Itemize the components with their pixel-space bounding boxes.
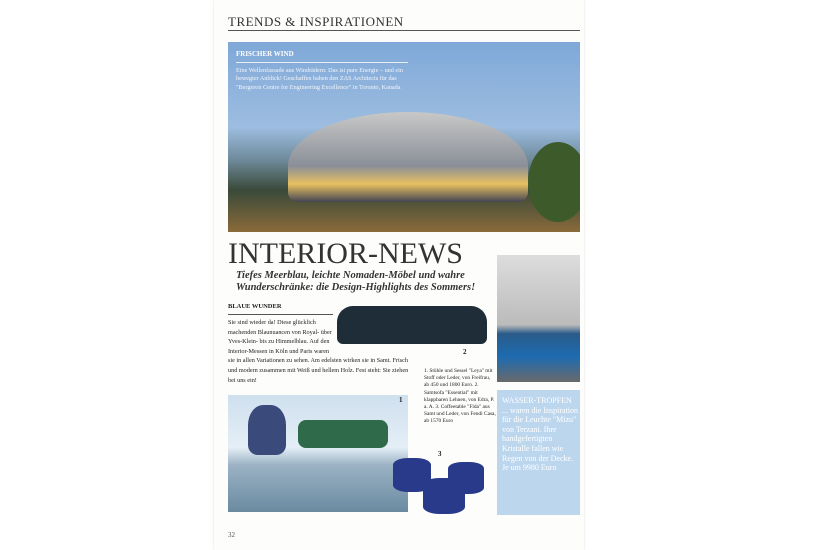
pool-lamp-photo [497, 255, 580, 382]
section-header: TRENDS & INSPIRATIONEN [228, 14, 404, 29]
divider [236, 62, 408, 63]
divider [228, 314, 333, 315]
tree [528, 142, 580, 222]
page-number: 32 [228, 531, 235, 539]
building-shape [288, 112, 528, 202]
section-heading: BLAUE WUNDER [228, 303, 282, 310]
sidebar-box [497, 390, 580, 515]
hero-kicker: FRISCHER WIND [236, 50, 294, 58]
hero-photo-building [228, 42, 580, 232]
chairs-group [298, 420, 388, 448]
sofa-wrap-space [334, 318, 416, 347]
hero-lead: Eine Wellenfassade aus Windrädern: Das ist pure Energie – und ein bewegter Anblick! Geschaffen haben den ZAS Architects für das "Bergeron Centre for Engineering Excellence" in Toronto, Kanada [236, 67, 403, 91]
photo-caption: 1. Stühle und Sessel "Leya" mit Stoff oder Leder, von Freifrau, ab 450 und 1800 Euro. 2. Samtsofa "Essential" mit klappbaren Lehnen, von Edra, P. a. A. 3. Coffeetable "Fida" aus Samt und Leder, von Fendi Casa, ab 1570 Euro [424, 368, 496, 425]
divider [228, 30, 580, 31]
photo-label-3: 3 [438, 450, 442, 458]
article-subtitle: Tiefes Meerblau, leichte Nomaden-Möbel und wahre Wunderschränke: die Design-Highlights des Sommers! [236, 270, 476, 293]
armchair [248, 405, 286, 455]
article-body: Sie sind wieder da! Diese glücklich machenden Blaunuancen von Royal- über Yves-Klein- bis zu Himmelblau. Auf den Interior-Messen in Köln und Paris waren sie in allen Variationen zu sehen. Am edelsten wirken sie in Samt. Frisch und modern zusammen mit Weiß und hellem Holz. Fest steht: Sie ziehen bei uns ein! [228, 319, 409, 384]
article-title: INTERIOR-NEWS [228, 237, 463, 270]
photo-label-2: 2 [463, 348, 467, 356]
sidebar-title: WASSER-TROPFEN [502, 396, 572, 405]
chairs-photo [228, 395, 408, 512]
pouf [423, 478, 465, 514]
article-body-wrap [228, 318, 416, 385]
sidebar-text: ... waren die Inspiration für die Leuchte "Mizu" von Terzani. Ihre handgefertigten Kristalle fallen wie Regen von der Decke. Je um 9980 Euro [502, 405, 578, 473]
photo-label-1: 1 [399, 396, 403, 404]
